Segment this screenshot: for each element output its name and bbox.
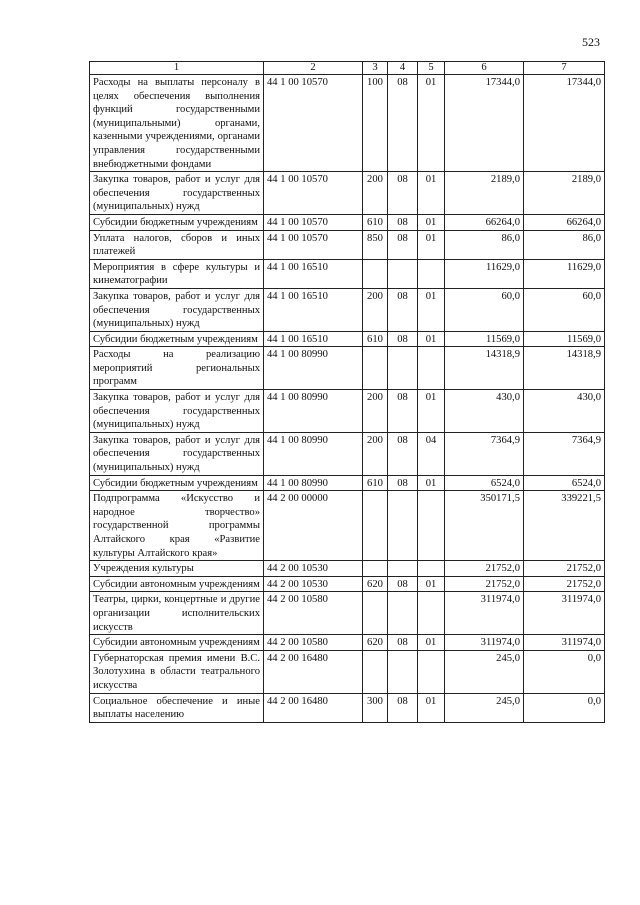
amount-cell: 245,0 [445,693,524,722]
section-cell: 08 [388,432,418,475]
header-cell: 7 [524,62,605,75]
target-code-cell: 44 2 00 10530 [264,561,363,577]
target-code-cell: 44 2 00 16480 [264,650,363,693]
amount-cell: 17344,0 [445,75,524,172]
table-row [90,259,605,288]
expense-name-cell: Учреждения культуры [90,561,264,577]
expense-name-cell: Субсидии бюджетным учреждениям [90,331,264,347]
expense-type-cell: 850 [363,230,388,259]
table-row [90,475,605,491]
target-code-cell: 44 1 00 16510 [264,259,363,288]
target-code-cell: 44 1 00 80990 [264,475,363,491]
expense-name-cell: Социальное обеспечение и иные выплаты населению [90,693,264,722]
amount-cell: 11569,0 [445,331,524,347]
section-cell [388,347,418,390]
section-cell: 08 [388,475,418,491]
table-row [90,650,605,693]
amount-cell: 60,0 [524,288,605,331]
target-code-cell: 44 2 00 10580 [264,635,363,651]
header-cell: 4 [388,62,418,75]
amount-cell: 311974,0 [445,635,524,651]
section-cell: 08 [388,331,418,347]
section-cell: 08 [388,230,418,259]
amount-cell: 0,0 [524,650,605,693]
subsection-cell: 01 [418,576,445,592]
section-cell [388,592,418,635]
amount-cell: 17344,0 [524,75,605,172]
expense-type-cell [363,259,388,288]
expense-name-cell: Уплата налогов, сборов и иных платежей [90,230,264,259]
expense-type-cell: 610 [363,475,388,491]
amount-cell: 311974,0 [524,635,605,651]
expense-name-cell: Закупка товаров, работ и услуг для обеспечения государственных (муниципальных) нужд [90,172,264,215]
section-cell: 08 [388,288,418,331]
amount-cell: 21752,0 [524,576,605,592]
subsection-cell [418,592,445,635]
amount-cell: 86,0 [445,230,524,259]
amount-cell: 430,0 [524,390,605,433]
table-row [90,214,605,230]
target-code-cell: 44 1 00 10570 [264,230,363,259]
expense-type-cell [363,491,388,561]
target-code-cell: 44 2 00 00000 [264,491,363,561]
amount-cell: 311974,0 [524,592,605,635]
header-row [90,62,605,75]
expense-type-cell: 200 [363,432,388,475]
table-row [90,288,605,331]
target-code-cell: 44 1 00 80990 [264,347,363,390]
expense-type-cell [363,650,388,693]
table-row [90,390,605,433]
expense-type-cell [363,347,388,390]
target-code-cell: 44 2 00 10580 [264,592,363,635]
expense-type-cell: 610 [363,214,388,230]
expense-name-cell: Субсидии бюджетным учреждениям [90,214,264,230]
subsection-cell [418,259,445,288]
expense-type-cell: 200 [363,172,388,215]
expense-type-cell: 300 [363,693,388,722]
section-cell: 08 [388,635,418,651]
header-cell: 1 [90,62,264,75]
expense-name-cell: Закупка товаров, работ и услуг для обеспечения государственных (муниципальных) нужд [90,432,264,475]
header-cell: 6 [445,62,524,75]
subsection-cell: 01 [418,214,445,230]
table-row [90,347,605,390]
amount-cell: 2189,0 [524,172,605,215]
expense-name-cell: Расходы на реализацию мероприятий региональных программ [90,347,264,390]
amount-cell: 14318,9 [524,347,605,390]
target-code-cell: 44 1 00 80990 [264,432,363,475]
header-cell: 5 [418,62,445,75]
expense-type-cell: 610 [363,331,388,347]
section-cell [388,259,418,288]
section-cell: 08 [388,390,418,433]
subsection-cell: 01 [418,172,445,215]
table-row [90,592,605,635]
amount-cell: 60,0 [445,288,524,331]
target-code-cell: 44 1 00 10570 [264,172,363,215]
section-cell: 08 [388,172,418,215]
amount-cell: 21752,0 [524,561,605,577]
amount-cell: 7364,9 [445,432,524,475]
section-cell: 08 [388,75,418,172]
target-code-cell: 44 2 00 16480 [264,693,363,722]
subsection-cell: 01 [418,331,445,347]
expense-name-cell: Губернаторская премия имени В.С. Золотухина в области театрального искусства [90,650,264,693]
amount-cell: 11569,0 [524,331,605,347]
subsection-cell [418,561,445,577]
section-cell [388,491,418,561]
amount-cell: 339221,5 [524,491,605,561]
table-row [90,561,605,577]
header-cell: 2 [264,62,363,75]
subsection-cell: 01 [418,475,445,491]
table-row [90,230,605,259]
subsection-cell: 01 [418,635,445,651]
subsection-cell: 01 [418,75,445,172]
subsection-cell: 01 [418,390,445,433]
header-cell: 3 [363,62,388,75]
expense-type-cell [363,592,388,635]
expense-type-cell: 200 [363,288,388,331]
amount-cell: 66264,0 [445,214,524,230]
subsection-cell: 01 [418,288,445,331]
expense-name-cell: Подпрограмма «Искусство и народное творчество» государственной программы Алтайского края «Развитие культуры Алтайского края» [90,491,264,561]
target-code-cell: 44 1 00 10570 [264,214,363,230]
amount-cell: 311974,0 [445,592,524,635]
amount-cell: 6524,0 [445,475,524,491]
expense-name-cell: Мероприятия в сфере культуры и кинематографии [90,259,264,288]
target-code-cell: 44 2 00 10530 [264,576,363,592]
subsection-cell: 04 [418,432,445,475]
expense-name-cell: Расходы на выплаты персоналу в целях обеспечения выполнения функций государственными (муниципальными) органами, казенными учреждениями, органами управления государственными внебюджетными фондами [90,75,264,172]
section-cell: 08 [388,576,418,592]
table-row [90,693,605,722]
table-row [90,331,605,347]
section-cell [388,561,418,577]
amount-cell: 11629,0 [524,259,605,288]
subsection-cell: 01 [418,230,445,259]
subsection-cell [418,347,445,390]
expense-name-cell: Закупка товаров, работ и услуг для обеспечения государственных (муниципальных) нужд [90,288,264,331]
expense-name-cell: Субсидии автономным учреждениям [90,576,264,592]
amount-cell: 21752,0 [445,576,524,592]
section-cell: 08 [388,693,418,722]
expense-type-cell: 620 [363,635,388,651]
amount-cell: 6524,0 [524,475,605,491]
subsection-cell: 01 [418,693,445,722]
subsection-cell [418,650,445,693]
expense-name-cell: Закупка товаров, работ и услуг для обеспечения государственных (муниципальных) нужд [90,390,264,433]
table-row [90,75,605,172]
table-row [90,432,605,475]
table-row [90,635,605,651]
target-code-cell: 44 1 00 16510 [264,331,363,347]
amount-cell: 11629,0 [445,259,524,288]
expense-type-cell: 100 [363,75,388,172]
target-code-cell: 44 1 00 16510 [264,288,363,331]
expense-name-cell: Театры, цирки, концертные и другие организации исполнительских искусств [90,592,264,635]
target-code-cell: 44 1 00 10570 [264,75,363,172]
target-code-cell: 44 1 00 80990 [264,390,363,433]
expense-type-cell: 620 [363,576,388,592]
expense-name-cell: Субсидии бюджетным учреждениям [90,475,264,491]
amount-cell: 430,0 [445,390,524,433]
budget-table [89,61,605,723]
table-row [90,172,605,215]
amount-cell: 7364,9 [524,432,605,475]
amount-cell: 2189,0 [445,172,524,215]
table-row [90,491,605,561]
section-cell [388,650,418,693]
amount-cell: 350171,5 [445,491,524,561]
expense-name-cell: Субсидии автономным учреждениям [90,635,264,651]
amount-cell: 0,0 [524,693,605,722]
amount-cell: 66264,0 [524,214,605,230]
expense-type-cell [363,561,388,577]
page-number: 523 [582,35,600,49]
amount-cell: 21752,0 [445,561,524,577]
amount-cell: 245,0 [445,650,524,693]
expense-type-cell: 200 [363,390,388,433]
table-row [90,576,605,592]
amount-cell: 86,0 [524,230,605,259]
subsection-cell [418,491,445,561]
amount-cell: 14318,9 [445,347,524,390]
section-cell: 08 [388,214,418,230]
